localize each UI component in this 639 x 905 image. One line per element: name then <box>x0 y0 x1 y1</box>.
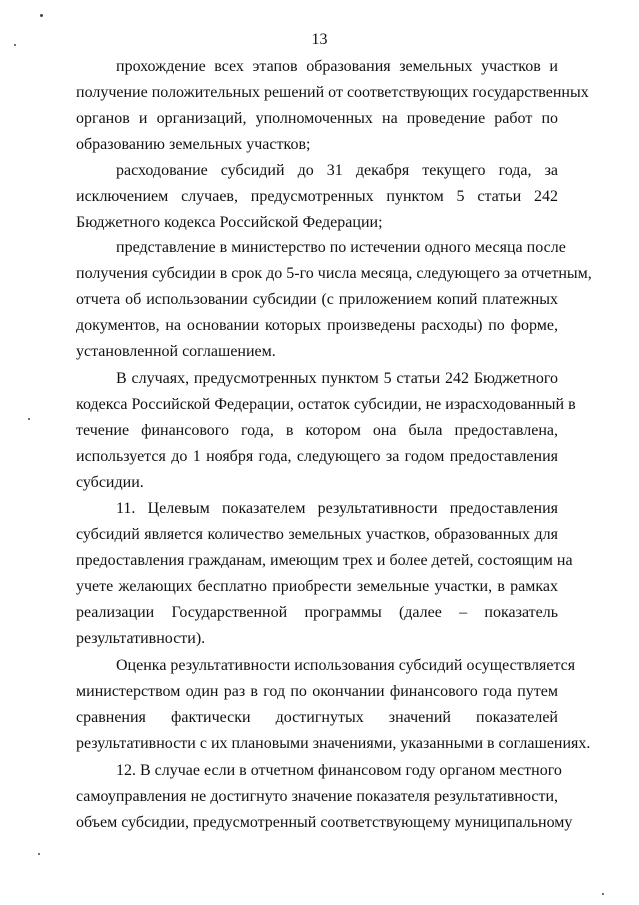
scan-speck <box>602 893 604 895</box>
paragraph-2-line-3: Бюджетного кодекса Российской Федерации; <box>76 214 383 231</box>
paragraph-5-line-3: предоставления гражданам, имеющим трех и более детей, состоящим на <box>76 552 573 569</box>
paragraph-6-line-3: сравнения фактически достигнутых значений показателей <box>76 709 558 726</box>
paragraph-7-line-3: объем субсидии, предусмотренный соответствующему муниципальному <box>76 814 573 831</box>
paragraph-5-line-6: результативности). <box>76 630 206 647</box>
paragraph-4-line-3: течение финансового года, в котором она была предоставлена, <box>76 422 558 439</box>
paragraph-3-line-1: представление в министерство по истечении одного месяца после <box>116 239 566 256</box>
paragraph-1-line-1: прохождение всех этапов образования земельных участков и <box>116 58 558 75</box>
paragraph-7-line-1: 12. В случае если в отчетном финансовом году органом местного <box>116 762 562 779</box>
paragraph-6-line-1: Оценка результативности использования субсидий осуществляется <box>116 657 576 674</box>
scan-speck <box>14 44 16 46</box>
scan-speck <box>28 418 30 420</box>
scan-speck <box>38 853 40 855</box>
paragraph-1-line-4: образованию земельных участков; <box>76 136 311 153</box>
paragraph-6-line-2: министерством один раз в год по окончании финансового года путем <box>76 683 558 700</box>
paragraph-2-line-1: расходование субсидий до 31 декабря текущего года, за <box>116 162 558 179</box>
paragraph-4-line-1: В случаях, предусмотренных пунктом 5 статьи 242 Бюджетного <box>116 370 558 387</box>
paragraph-7-line-2: самоуправления не достигнуто значение показателя результативности, <box>76 788 558 805</box>
paragraph-4-line-4: используется до 1 ноября года, следующего за годом предоставления <box>76 448 558 465</box>
paragraph-1-line-2: получение положительных решений от соответствующих государственных <box>76 84 589 101</box>
paragraph-5-line-1: 11. Целевым показателем результативности предоставления <box>116 500 558 517</box>
page-number: 13 <box>311 31 328 48</box>
paragraph-5-line-4: учете желающих бесплатно приобрести земельные участки, в рамках <box>76 578 558 595</box>
paragraph-3-line-2: получения субсидии в срок до 5-го числа месяца, следующего за отчетным, <box>76 265 592 282</box>
paragraph-3-line-5: установленной соглашением. <box>76 343 276 360</box>
paragraph-5-line-5: реализации Государственной программы (далее – показатель <box>76 604 558 621</box>
paragraph-3-line-3: отчета об использовании субсидии (с приложением копий платежных <box>76 291 558 308</box>
paragraph-4-line-2: кодекса Российской Федерации, остаток субсидии, не израсходованный в <box>76 396 576 413</box>
scan-speck <box>40 14 43 17</box>
paragraph-1-line-3: органов и организаций, уполномоченных на проведение работ по <box>76 110 558 127</box>
paragraph-4-line-5: субсидии. <box>76 474 144 491</box>
paragraph-3-line-4: документов, на основании которых произведены расходы) по форме, <box>76 317 558 334</box>
paragraph-6-line-4: результативности с их плановыми значениями, указанными в соглашениях. <box>76 735 591 752</box>
paragraph-5-line-2: субсидий является количество земельных участков, образованных для <box>76 526 558 543</box>
paragraph-2-line-2: исключением случаев, предусмотренных пунктом 5 статьи 242 <box>76 188 558 205</box>
